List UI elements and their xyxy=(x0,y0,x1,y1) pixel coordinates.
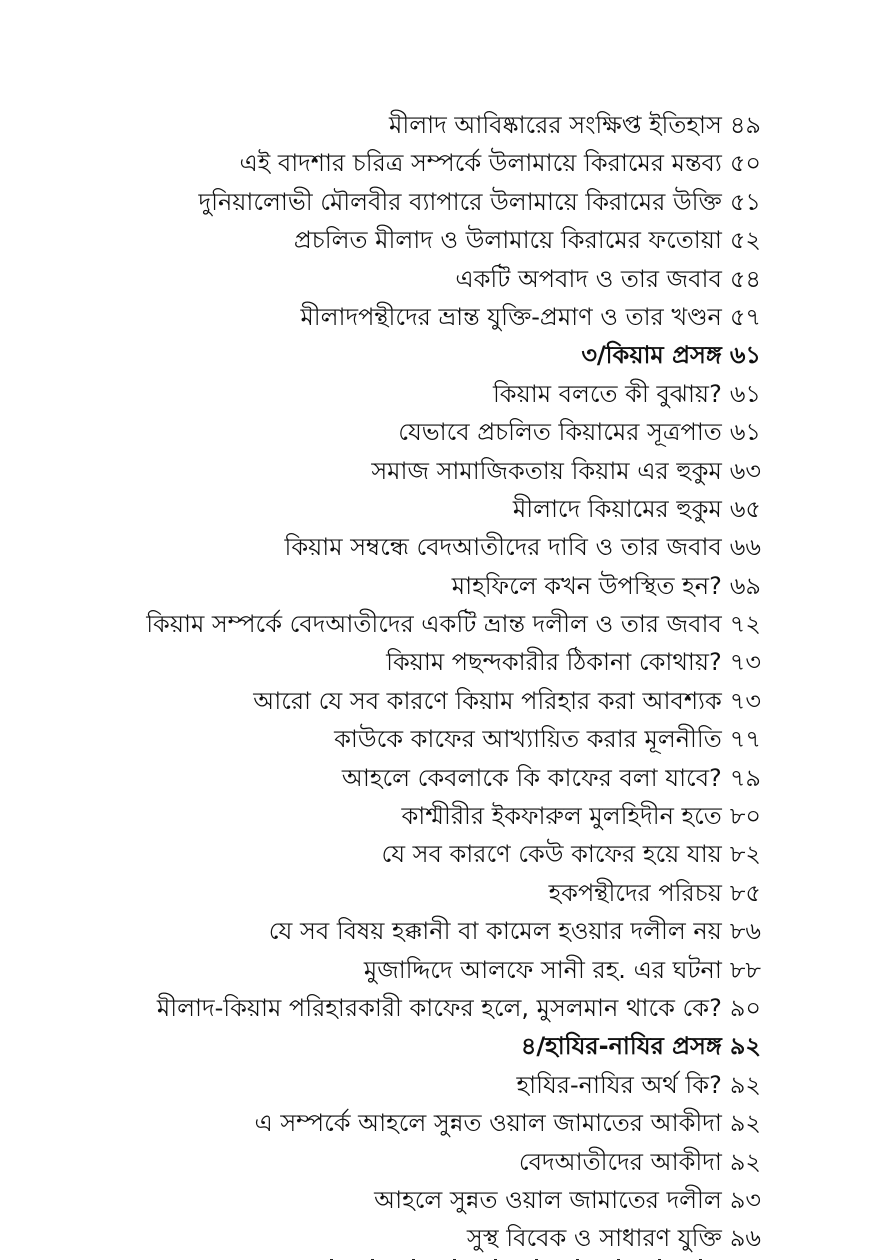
toc-entry-title: সুস্থ বিবেক ও সাধারণ যুক্তি xyxy=(466,1224,722,1253)
toc-entry-title: আহলে সুন্নত ওয়াল জামাতের দলীল xyxy=(374,1185,722,1214)
toc-entry-title: দুনিয়ালোভী মৌলবীর ব্যাপারে উলামায়ে কিরামের উক্তি xyxy=(198,187,722,216)
toc-entry-title: হাযির-নাযির অর্থ কি? xyxy=(516,1070,722,1099)
toc-entry-title: ৩/কিয়াম প্রসঙ্গ xyxy=(581,341,722,370)
toc-entry-title: যে সব বিষয় হক্কানী বা কামেল হওয়ার দলীল নয় xyxy=(268,917,722,946)
toc-page-number: ৯৩ xyxy=(729,1185,761,1214)
toc-page-number: ৮০ xyxy=(729,802,761,831)
toc-page-number: ৯০ xyxy=(729,993,761,1022)
toc-entry xyxy=(21,1143,761,1181)
toc-page-number: ৬৩ xyxy=(729,456,761,485)
toc-entry xyxy=(21,106,761,144)
toc-entry xyxy=(21,1066,761,1104)
toc-page-number: ৬১ xyxy=(729,341,761,370)
toc-entry-title: সমাজ সামাজিকতায় কিয়াম এর হুকুম xyxy=(371,456,722,485)
toc-section-heading xyxy=(21,1027,761,1065)
toc-page-number: ৭৩ xyxy=(729,648,761,677)
toc-entry-title: মীলাদপন্থীদের ভ্রান্ত যুক্তি-প্রমাণ ও তার খণ্ডন xyxy=(300,302,722,331)
toc-entry-title: মীলাদ-কিয়াম পরিহারকারী কাফের হলে, মুসলমান থাকে কে? xyxy=(156,993,722,1022)
toc-page-number: ৬৬ xyxy=(729,533,761,562)
toc-page-number: ৬৫ xyxy=(729,494,761,523)
toc-entry-title: কিয়াম সম্বন্ধে বেদআতীদের দাবি ও তার জবাব xyxy=(284,533,722,562)
toc-entry-title: মাহফিলে কখন উপস্থিত হন? xyxy=(451,571,722,600)
toc-entry-title: কাশ্মীরীর ইকফারুল মুলহিদীন হতে xyxy=(401,802,722,831)
toc-entry xyxy=(21,183,761,221)
toc-page-number: ৫৭ xyxy=(729,302,761,331)
toc-entry xyxy=(21,490,761,528)
toc-page-number: ৫৪ xyxy=(729,264,761,293)
toc-entry-title: প্রচলিত মীলাদ ও উলামায়ে কিরামের ফতোয়া xyxy=(293,226,722,255)
toc-entry xyxy=(21,797,761,835)
toc-page-number: ৮৮ xyxy=(729,955,761,984)
toc-entry xyxy=(21,528,761,566)
toc-page-number: ৬১ xyxy=(729,379,761,408)
toc-page-number: ৯২ xyxy=(729,1147,761,1176)
toc-section-heading xyxy=(21,336,761,374)
toc-entry-title: একটি অপবাদ ও তার জবাব xyxy=(455,264,722,293)
toc-entry-title: কিয়াম পছন্দকারীর ঠিকানা কোথায়? xyxy=(386,648,722,677)
toc-page-number: ৮৬ xyxy=(729,917,761,946)
toc-entry-title: মুজাদ্দিদে আলফে সানী রহ. এর ঘটনা xyxy=(363,955,722,984)
toc-page-number: ৭৭ xyxy=(729,725,761,754)
toc-entry-title: কিয়াম বলতে কী বুঝায়? xyxy=(492,379,722,408)
toc-entry-title: আরো যে সব কারণে কিয়াম পরিহার করা আবশ্যক xyxy=(253,686,722,715)
toc-entry xyxy=(21,643,761,681)
toc-page-number: ৪৯ xyxy=(729,111,761,139)
toc-entry xyxy=(21,720,761,758)
toc-entry-title: মীলাদে কিয়ামের হুকুম xyxy=(512,494,722,523)
toc-entry-title: আহলে কেবলাকে কি কাফের বলা যাবে? xyxy=(341,763,722,792)
toc-entry xyxy=(21,375,761,413)
toc-entry xyxy=(21,1181,761,1219)
toc-entry xyxy=(21,759,761,797)
cut-off-text-line xyxy=(330,1252,750,1260)
toc-entry-title: যেভাবে প্রচলিত কিয়ামের সূত্রপাত xyxy=(398,418,722,447)
table-of-contents xyxy=(21,106,761,1258)
toc-entry-title: হকপন্থীদের পরিচয় xyxy=(548,878,722,907)
toc-entry xyxy=(21,874,761,912)
toc-entry xyxy=(21,260,761,298)
toc-entry-title: কাউকে কাফের আখ্যায়িত করার মূলনীতি xyxy=(334,725,722,754)
toc-entry xyxy=(21,144,761,182)
toc-page-number: ৯২ xyxy=(729,1070,761,1099)
toc-page-number: ৫০ xyxy=(729,149,761,178)
toc-page-number: ৭৩ xyxy=(729,686,761,715)
toc-entry xyxy=(21,1104,761,1142)
toc-page-number: ৮৫ xyxy=(729,878,761,907)
toc-entry-title: মীলাদ আবিষ্কারের সংক্ষিপ্ত ইতিহাস xyxy=(389,111,722,139)
toc-entry-title: এই বাদশার চরিত্র সম্পর্কে উলামায়ে কিরামের মন্তব্য xyxy=(239,149,722,178)
toc-entry xyxy=(21,413,761,451)
toc-entry xyxy=(21,912,761,950)
toc-page-number: ৫২ xyxy=(729,226,761,255)
toc-page-number: ৬১ xyxy=(729,418,761,447)
toc-entry xyxy=(21,567,761,605)
toc-page-number: ৯৬ xyxy=(729,1224,761,1253)
toc-entry xyxy=(21,989,761,1027)
toc-entry xyxy=(21,452,761,490)
toc-entry xyxy=(21,605,761,643)
toc-page-number: ৮২ xyxy=(729,840,761,869)
toc-page-number: ৯২ xyxy=(729,1109,761,1138)
toc-entry xyxy=(21,298,761,336)
toc-entry xyxy=(21,221,761,259)
toc-entry-title: যে সব কারণে কেউ কাফের হয়ে যায় xyxy=(381,840,722,869)
toc-page-number: ৭২ xyxy=(729,610,761,639)
toc-entry-title: ৪/হাযির-নাযির প্রসঙ্গ xyxy=(520,1032,722,1061)
toc-entry-title: বেদআতীদের আকীদা xyxy=(518,1147,722,1176)
toc-entry xyxy=(21,835,761,873)
toc-page-number: ৭৯ xyxy=(729,763,761,792)
toc-page-number: ৬৯ xyxy=(729,571,761,600)
toc-entry-title: এ সম্পর্কে আহলে সুন্নত ওয়াল জামাতের আকীদা xyxy=(254,1109,722,1138)
toc-entry xyxy=(21,951,761,989)
toc-entry xyxy=(21,682,761,720)
toc-page-number: ৫১ xyxy=(729,187,761,216)
toc-entry-title: কিয়াম সম্পর্কে বেদআতীদের একটি ভ্রান্ত দলীল ও তার জবাব xyxy=(146,610,722,639)
toc-page-number: ৯২ xyxy=(729,1032,761,1061)
